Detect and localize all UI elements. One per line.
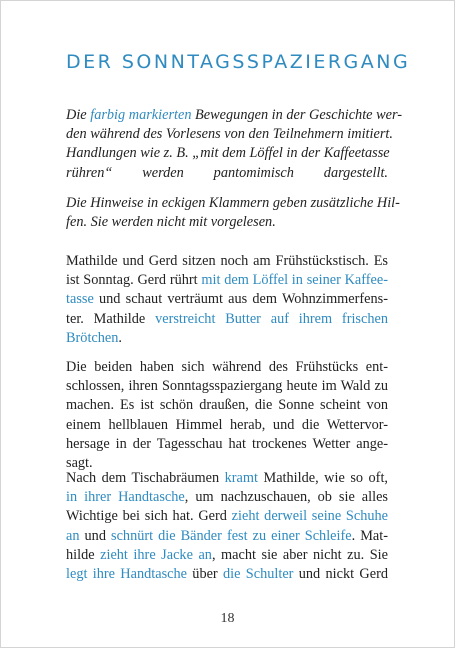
highlighted-action: in ihrer Handtasche [66, 489, 185, 506]
page-number: 18 [220, 611, 235, 626]
text-line [66, 271, 388, 290]
text-line [66, 106, 403, 125]
text-segment: den während des Vorlesens von den Teilnehmern imitiert. [66, 126, 393, 143]
highlighted-action: verstreicht Butter auf ihrem frischen [155, 310, 388, 327]
text-segment: und nickt Gerd [293, 566, 388, 583]
text-line [66, 565, 388, 584]
intro-paragraph [66, 106, 403, 183]
text-line [66, 144, 388, 163]
text-line [66, 396, 388, 415]
text-line [66, 546, 388, 565]
text-line [66, 416, 388, 435]
text-segment: einem hellblauen Himmel herab, und die Wettervor- [66, 416, 388, 433]
text-line [66, 329, 388, 348]
highlighted-action: schnürt die Bänder fest zu einer Schleife [111, 527, 352, 544]
text-segment: Mathilde, wie so oft, [258, 470, 388, 486]
text-line [66, 164, 388, 183]
story-paragraph-3 [66, 469, 388, 584]
text-segment: hersage in der Tagesschau hat trockenes Wetter ange- [66, 435, 388, 452]
text-line [66, 213, 388, 232]
highlighted-action: zieht derweil seine Schuhe [231, 508, 388, 525]
story-paragraph-1 [66, 252, 388, 348]
text-segment: und [79, 527, 112, 544]
highlighted-action: an [66, 527, 80, 544]
text-line [66, 125, 393, 144]
text-line [66, 435, 388, 454]
note-paragraph [66, 194, 400, 232]
highlighted-action: farbig markierten [90, 107, 192, 123]
text-segment: , um nachzuschauen, ob sie alles [184, 489, 388, 506]
text-segment: . [118, 329, 122, 346]
text-line [66, 507, 388, 526]
story-paragraph-2 [66, 358, 388, 473]
text-segment: . Mat- [351, 527, 388, 544]
highlighted-action: zieht ihre Jacke an [100, 546, 212, 563]
text-segment: schlossen, ihren Sonntagsspaziergang heute im Wald zu [66, 378, 388, 395]
text-segment: fen. Sie werden nicht mit vorgelesen. [66, 214, 276, 231]
text-line [66, 252, 388, 271]
text-segment: sagt. [66, 455, 93, 472]
text-line [66, 377, 388, 396]
text-line [66, 469, 388, 488]
text-segment: machen. Es ist schön draußen, die Sonne scheint von [66, 397, 388, 414]
text-segment: Mathilde und Gerd sitzen noch am Frühstückstisch. Es [66, 253, 388, 269]
highlighted-action: Brötchen [66, 329, 119, 346]
text-segment: Die beiden haben sich während des Frühstücks ent- [66, 359, 388, 375]
text-line [66, 194, 400, 213]
text-segment: Die Hinweise in eckigen Klammern geben zusätzliche Hil- [66, 195, 400, 211]
text-segment: , macht sie aber nicht zu. Sie [211, 546, 389, 563]
text-line [66, 310, 388, 329]
text-segment: über [186, 566, 224, 583]
text-segment: hilde [66, 546, 101, 563]
highlighted-action: kramt [224, 470, 258, 486]
highlighted-action: mit dem Löffel in seiner Kaffee- [201, 272, 388, 289]
text-line [66, 527, 388, 546]
text-segment: und schaut verträumt aus dem Wohnzimmerfens- [93, 291, 388, 308]
text-line [66, 358, 388, 377]
text-line [66, 488, 388, 507]
chapter-title: DER SONNTAGSSPAZIERGANG [66, 51, 411, 73]
text-segment: ist Sonntag. Gerd rührt [66, 272, 202, 289]
text-segment: Nach dem Tischabräumen [66, 470, 225, 486]
highlighted-action: tasse [66, 291, 94, 308]
text-line [66, 290, 388, 309]
text-segment: rühren“ werden pantomimisch dargestellt. [66, 164, 388, 181]
text-segment: ter. Mathilde [66, 310, 156, 327]
highlighted-action: legt ihre Handtasche [66, 566, 187, 583]
text-segment: Bewegungen in der Geschichte wer- [191, 107, 403, 123]
highlighted-action: die Schulter [223, 566, 294, 583]
text-segment: Handlungen wie z. B. „mit dem Löffel in der Kaffeetasse [66, 145, 390, 162]
text-segment: Die [66, 107, 91, 123]
text-segment: Wichtige bei sich hat. Gerd [66, 508, 232, 525]
